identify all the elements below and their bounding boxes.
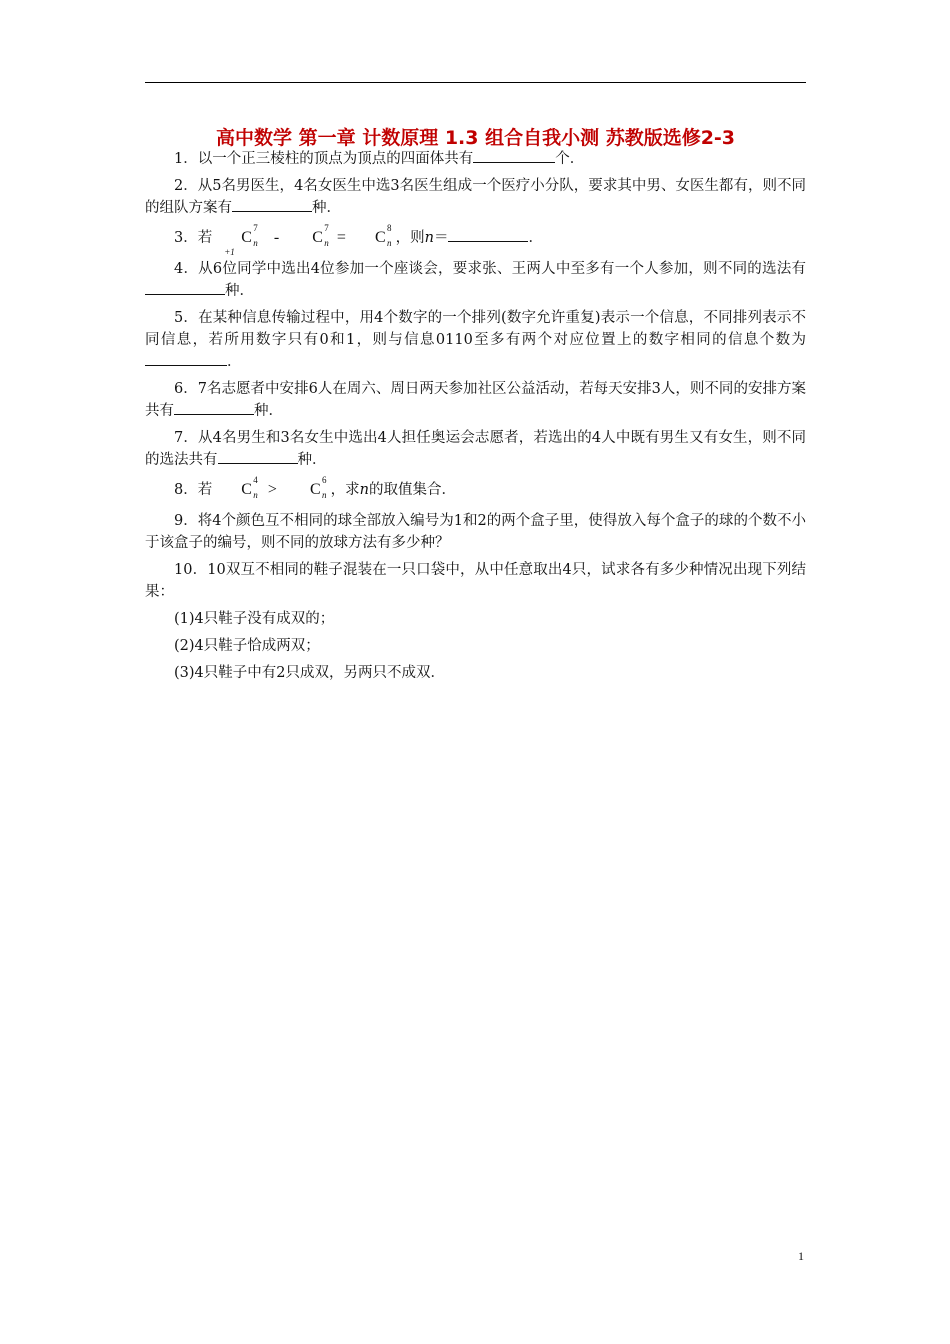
answer-blank — [473, 148, 555, 163]
answer-blank — [218, 449, 298, 464]
question-2: 2．从5名男医生，4名女医生中选3名医生组成一个医疗小分队，要求其中男、女医生都有，则不同的组队方案有 种． — [145, 178, 806, 216]
combination-symbol: C 4 n — [241, 475, 258, 500]
answer-blank — [232, 197, 312, 212]
question-list — [145, 148, 806, 689]
question-3: 3．若 C 7 n+1 - C 7 n = C 8 n ，则n＝ ． — [174, 223, 543, 257]
header-rule — [145, 82, 806, 83]
combination-inequality: C 4 n > C 6 n — [212, 481, 330, 498]
question-10-part-1: (1)4只鞋子没有成双的； — [174, 611, 335, 627]
combination-expression: C 7 n+1 - C 7 n = C 8 n — [212, 229, 395, 246]
combination-symbol: C 6 n — [309, 475, 327, 500]
question-4: 4．从6位同学中选出4位参加一个座谈会，要求张、王两人中至多有一个人参加，则不同的选法有种． — [145, 258, 806, 302]
answer-blank — [145, 280, 225, 295]
page-number: 1 — [798, 1249, 804, 1263]
answer-blank — [174, 400, 254, 415]
question-1: 1．以一个正三棱柱的顶点为顶点的四面体共有 个． — [145, 148, 806, 170]
question-10-part-3: (3)4只鞋子中有2只成双，另两只不成双． — [174, 665, 445, 681]
question-10-part-2: (2)4只鞋子恰成两双； — [174, 638, 320, 654]
question-6: 6．7名志愿者中安排6人在周六、周日两天参加社区公益活动，若每天安排3人，则不同的安排方案共有 种． — [145, 381, 806, 419]
question-10: 10．10双互不相同的鞋子混装在一只口袋中，从中任意取出4只，试求各有多少种情况出现下列结果： — [145, 562, 806, 600]
combination-symbol: C 7 n — [312, 223, 329, 248]
question-8: 8．若 C 4 n > C 6 n ，求n的取值集合． — [174, 475, 456, 500]
combination-symbol: C 8 n — [374, 223, 392, 248]
answer-blank — [448, 227, 528, 242]
question-5: 5．在某种信息传输过程中，用4个数字的一个排列(数字允许重复)表示一个信息，不同排列表示不同信息，若所用数字只有0和1，则与信息0110至多有两个对应位置上的数字相同的信息个数为． — [145, 310, 806, 370]
question-9: 9．将4个颜色互不相同的球全部放入编号为1和2的两个盒子里，使得放入每个盒子的球的个数不小于该盒子的编号，则不同的放球方法有多少种？ — [145, 513, 806, 551]
answer-blank — [145, 351, 227, 366]
question-7: 7．从4名男生和3名女生中选出4人担任奥运会志愿者，若选出的4人中既有男生又有女生，则不同的选法共有 种． — [145, 430, 806, 468]
document-title: 高中数学 第一章 计数原理 1.3 组合自我小测 苏教版选修2-3 — [215, 127, 736, 149]
combination-symbol: C 7 n+1 — [224, 223, 258, 257]
